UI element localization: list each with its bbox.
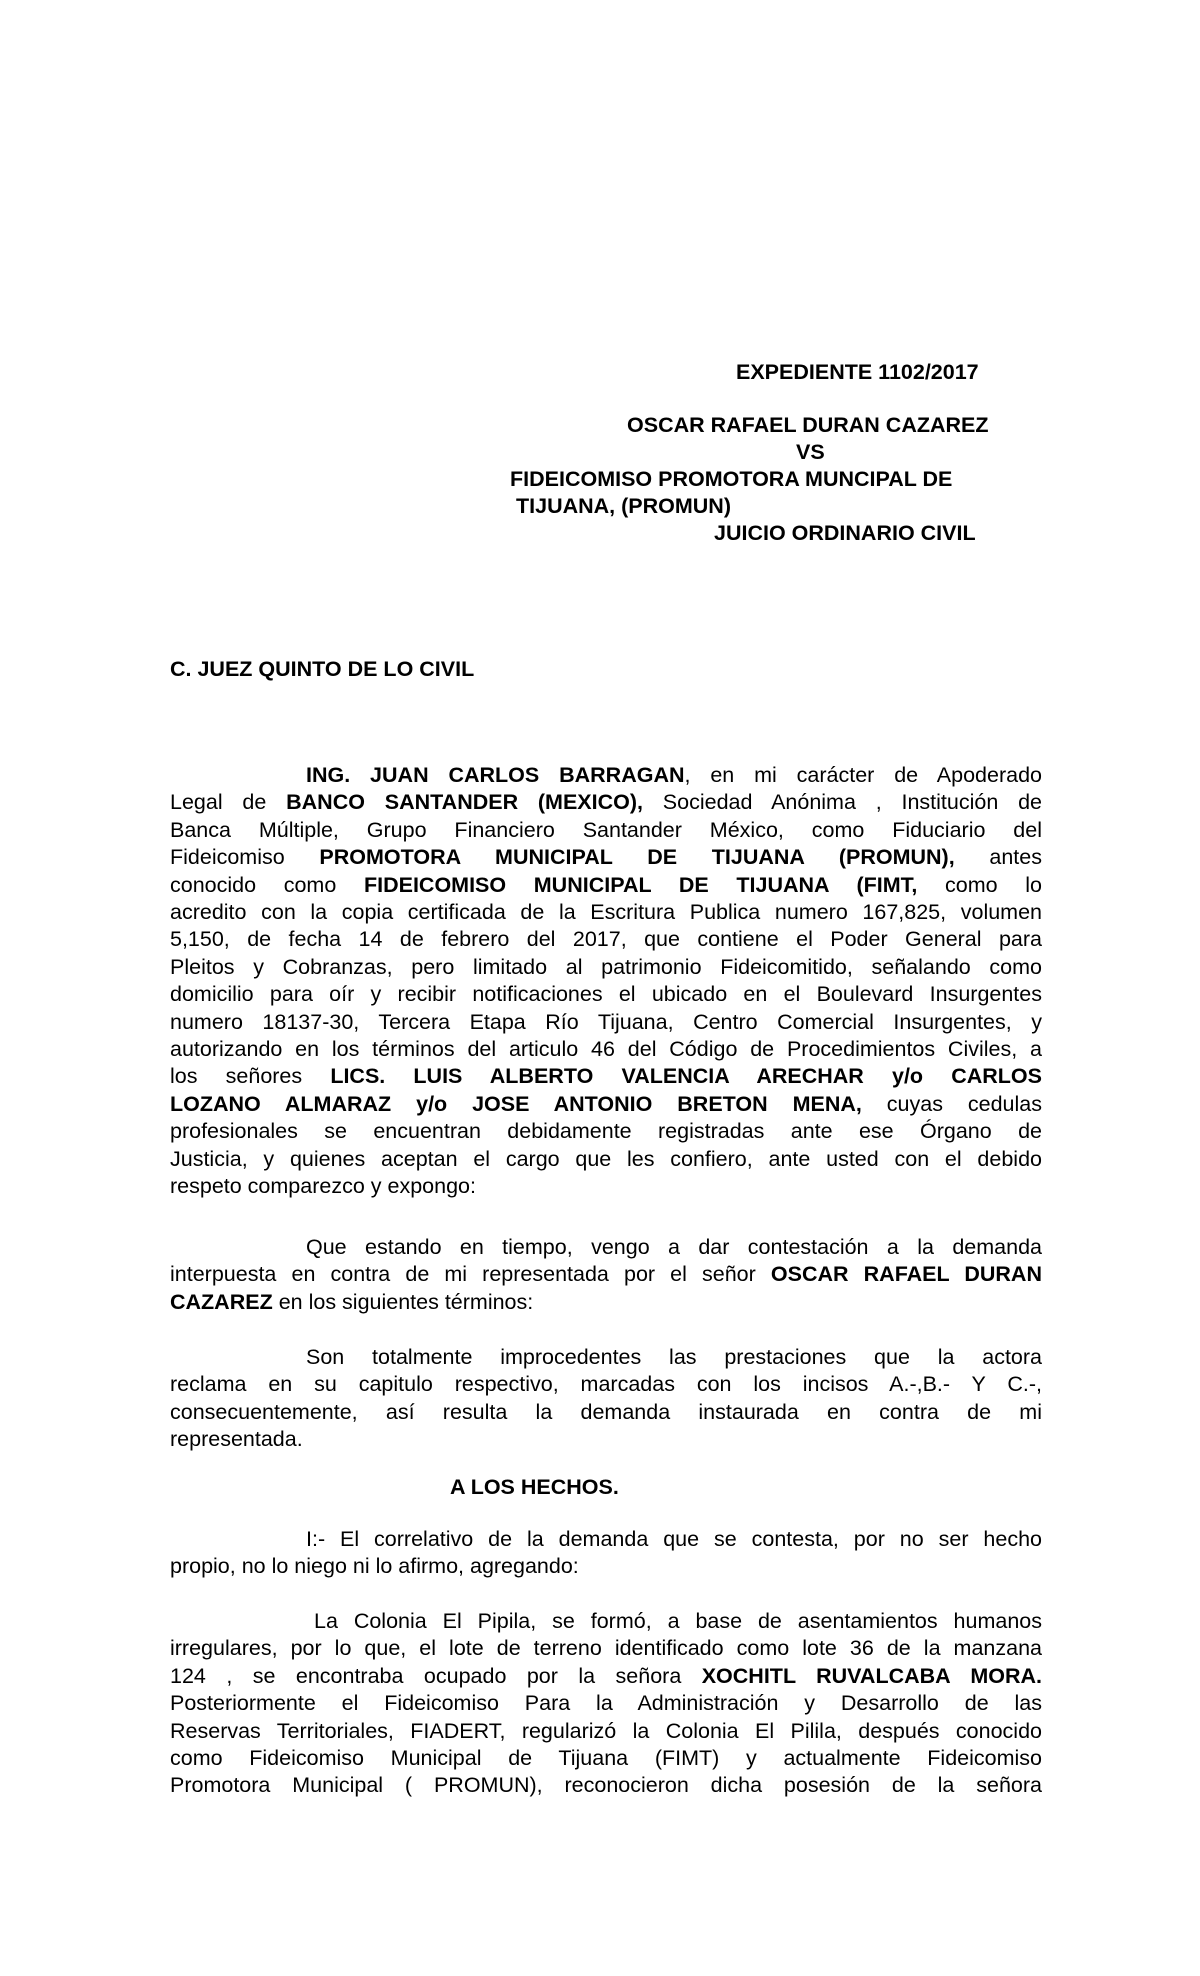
text-line: irregulares, por lo que, el lote de terreno identificado como lote 36 de la manzana (170, 1636, 1042, 1661)
paragraph-hecho-1 (170, 1526, 1042, 1581)
text-line: Legal de BANCO SANTANDER (MEXICO), Sociedad Anónima , Institución de (170, 790, 1042, 815)
paragraph-intro (170, 762, 1042, 1201)
case-defendant-line2: TIJUANA, (PROMUN) (516, 494, 731, 518)
paragraph-colonia (170, 1608, 1042, 1800)
paragraph-prestaciones (170, 1344, 1042, 1454)
case-actor: OSCAR RAFAEL DURAN CAZAREZ (627, 413, 989, 437)
text-line: Que estando en tiempo, vengo a dar contestación a la demanda (306, 1235, 1042, 1259)
text-line: 5,150, de fecha 14 de febrero del 2017, que contiene el Poder General para (170, 927, 1042, 952)
text-line: reclama en su capitulo respectivo, marcadas con los incisos A.-,B.- Y C.-, (170, 1372, 1042, 1397)
addressee: C. JUEZ QUINTO DE LO CIVIL (170, 657, 475, 681)
case-defendant-line1: FIDEICOMISO PROMOTORA MUNCIPAL DE (510, 467, 953, 491)
case-versus: VS (796, 440, 825, 464)
text-line: interpuesta en contra de mi representada por el señor OSCAR RAFAEL DURAN (170, 1262, 1042, 1287)
text-line: Son totalmente improcedentes las prestaciones que la actora (306, 1345, 1042, 1369)
text-line: los señores LICS. LUIS ALBERTO VALENCIA ARECHAR y/o CARLOS (170, 1064, 1042, 1089)
case-type: JUICIO ORDINARIO CIVIL (714, 521, 976, 545)
text-line: Promotora Municipal ( PROMUN), reconocieron dicha posesión de la señora (170, 1773, 1042, 1798)
text-line: La Colonia El Pipila, se formó, a base de asentamientos humanos (314, 1609, 1042, 1633)
text-line: Banca Múltiple, Grupo Financiero Santander México, como Fiduciario del (170, 817, 1042, 842)
text-line: como Fideicomiso Municipal de Tijuana (FIMT) y actualmente Fideicomiso (170, 1746, 1042, 1771)
section-title-hechos: A LOS HECHOS. (450, 1475, 619, 1499)
text-line: Pleitos y Cobranzas, pero limitado al patrimonio Fideicomitido, señalando como (170, 954, 1042, 979)
text-line: ING. JUAN CARLOS BARRAGAN, en mi carácter de Apoderado (306, 763, 1042, 787)
text-line: domicilio para oír y recibir notificaciones el ubicado en el Boulevard Insurgentes (170, 982, 1042, 1007)
text-line: 124 , se encontraba ocupado por la señora XOCHITL RUVALCABA MORA. (170, 1663, 1042, 1688)
text-line: respeto comparezco y expongo: (170, 1174, 476, 1199)
text-line: Posteriormente el Fideicomiso Para la Administración y Desarrollo de las (170, 1691, 1042, 1716)
text-line: LOZANO ALMARAZ y/o JOSE ANTONIO BRETON MENA, cuyas cedulas (170, 1091, 1042, 1116)
text-line: I:- El correlativo de la demanda que se contesta, por no ser hecho (306, 1527, 1042, 1551)
text-line: conocido como FIDEICOMISO MUNICIPAL DE TIJUANA (FIMT, como lo (170, 872, 1042, 897)
text-line: representada. (170, 1427, 303, 1452)
text-line: autorizando en los términos del articulo 46 del Código de Procedimientos Civiles, a (170, 1037, 1042, 1062)
text-line: Reservas Territoriales, FIADERT, regularizó la Colonia El Pilila, después conocido (170, 1718, 1042, 1743)
text-line: numero 18137-30, Tercera Etapa Río Tijuana, Centro Comercial Insurgentes, y (170, 1009, 1042, 1034)
text-line: consecuentemente, así resulta la demanda instaurada en contra de mi (170, 1399, 1042, 1424)
text-line: acredito con la copia certificada de la Escritura Publica numero 167,825, volumen (170, 900, 1042, 925)
expediente-number: EXPEDIENTE 1102/2017 (736, 360, 979, 384)
paragraph-response (170, 1234, 1042, 1316)
text-line: profesionales se encuentran debidamente registradas ante ese Órgano de (170, 1119, 1042, 1144)
text-line: Justicia, y quienes aceptan el cargo que les confiero, ante usted con el debido (170, 1146, 1042, 1171)
text-line: CAZAREZ en los siguientes términos: (170, 1289, 534, 1314)
text-line: propio, no lo niego ni lo afirmo, agregando: (170, 1554, 579, 1579)
text-line: Fideicomiso PROMOTORA MUNICIPAL DE TIJUANA (PROMUN), antes (170, 845, 1042, 870)
